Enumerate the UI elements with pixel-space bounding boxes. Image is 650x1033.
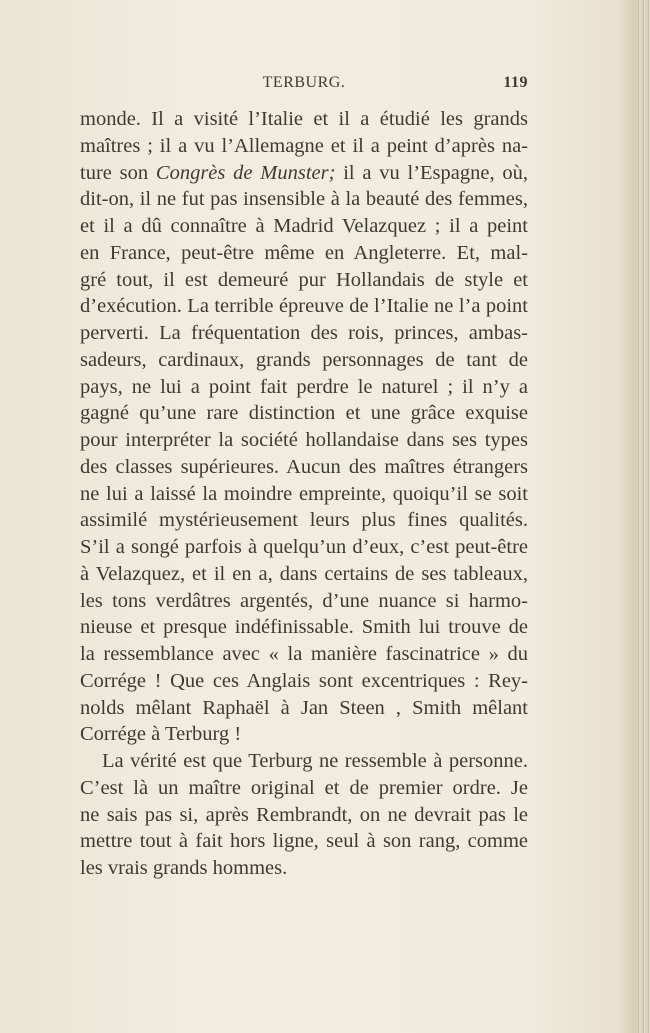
body-text xyxy=(80,106,528,882)
running-title: TERBURG. xyxy=(262,74,346,91)
text-segment: il a vu l’Espagne, où, xyxy=(335,161,528,184)
text-line: ne lui a laissé la moindre empreinte, quoiqu’il se soit xyxy=(80,482,528,505)
text-line: maîtres ; il a vu l’Allemagne et il a peint d’après na- xyxy=(80,134,528,157)
text-line: C’est là un maître original et de premier ordre. Je xyxy=(80,776,528,799)
text-line: La vérité est que Terburg ne ressemble à personne. xyxy=(102,750,528,772)
text-line: pour interpréter la société hollandaise dans ses types xyxy=(80,429,528,451)
text-line: assimilé mystérieusement leurs plus fines qualités. xyxy=(80,509,528,532)
text-line: la ressemblance avec « la manière fascinatrice » du xyxy=(80,643,528,665)
text-line: S’il a songé parfois à quelqu’un d’eux, c’est peut-être xyxy=(80,536,528,558)
text-line: les vrais grands hommes. xyxy=(80,857,288,879)
text-line: d’exécution. La terrible épreuve de l’Italie ne l’a point xyxy=(80,295,528,318)
text-line: dit-on, il ne fut pas insensible à la beauté des femmes, xyxy=(80,188,528,211)
text-line: sadeurs, cardinaux, grands personnages de tant de xyxy=(80,348,528,371)
text-line: mettre tout à fait hors ligne, seul à son rang, comme xyxy=(80,830,528,853)
page-header xyxy=(80,74,528,98)
text-line: perverti. La fréquentation des rois, princes, ambas- xyxy=(80,322,528,344)
text-line: monde. Il a visité l’Italie et il a étudié les grands xyxy=(80,108,528,130)
text-segment: ture son xyxy=(80,161,156,184)
text-line: des classes supérieures. Aucun des maîtres étrangers xyxy=(80,455,528,478)
page-number: 119 xyxy=(503,74,528,91)
text-line xyxy=(80,160,528,187)
text-line: gré tout, il est demeuré pur Hollandais de style et xyxy=(80,268,528,291)
text-line: à Velazquez, et il en a, dans certains de ses tableaux, xyxy=(80,562,528,585)
text-line: nolds mêlant Raphaël à Jan Steen , Smith mêlant xyxy=(80,696,528,719)
text-line: et il a dû connaître à Madrid Velazquez ; il a peint xyxy=(80,215,528,237)
page-edge xyxy=(636,0,650,1033)
text-line: en France, peut-être même en Angleterre. Et, mal- xyxy=(80,241,528,264)
text-line: nieuse et presque indéfinissable. Smith lui trouve de xyxy=(80,616,528,639)
text-line: les tons verdâtres argentés, d’une nuance si harmo- xyxy=(80,589,528,612)
text-line: Corrége ! Que ces Anglais sont excentriques : Rey- xyxy=(80,669,528,692)
text-line: ne sais pas si, après Rembrandt, on ne devrait pas le xyxy=(80,803,528,826)
text-line: gagné qu’une rare distinction et une grâce exquise xyxy=(80,402,528,425)
text-line: Corrége à Terburg ! xyxy=(80,723,242,746)
italic-title: Congrès de Munster; xyxy=(155,161,336,184)
text-line: pays, ne lui a point fait perdre le naturel ; il n’y a xyxy=(80,375,528,398)
